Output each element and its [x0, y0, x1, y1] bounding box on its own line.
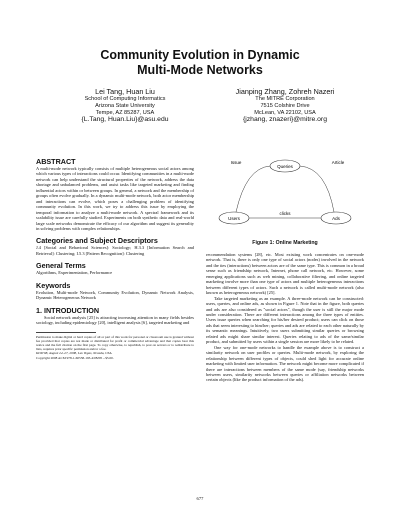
label-ads: Ads — [332, 216, 340, 221]
author-block-asu — [50, 88, 200, 124]
author-email: {jzhang, znazeri}@mitre.org — [243, 116, 327, 124]
author-email: {L.Tang, Huan.Liu}@asu.edu — [81, 116, 169, 124]
keywords-heading: Keywords — [36, 280, 71, 290]
introduction-heading: 1. INTRODUCTION — [36, 305, 100, 315]
title-line-1: Community Evolution in Dynamic — [100, 48, 300, 62]
general-terms-text: Algorithms, Experimentation, Performance — [36, 270, 113, 276]
abstract-text: A multi-mode network typically consists of multiple heterogeneous social actors among which various types of interactions could occur. Identifying communities in a multi-mode network can help understand the structural properties of the network, address the data shortage and unbalanced problems, and assist tasks like targeted marketing and finding influential actors within or between groups. In general, a network and the membership of groups often evolve gradually. In a dynamic multi-mode network, both actor membership and interactions can evolve, which poses a challenging problem of identifying community evolution. In this work, we try to address this issue by employing the temporal information to analyze a multi-mode network. A spectral framework and its scalability issue are carefully studied. Experiments on both synthetic data and real-world large scale networks demonstrate the efficacy of our algorithm and suggest its generality in solving problems with complex relationships. — [36, 166, 194, 231]
introduction-text: Social network analysis [25] is attracting increasing attention in many fields besides sociology, including epidemiology [20], intelligent analysis [6], targeted marketing and — [36, 314, 194, 326]
footnote — [36, 332, 194, 360]
author-institution: Arizona State University — [95, 103, 155, 109]
title-line-2: Multi-Mode Networks — [137, 63, 263, 77]
edge-queries-ads — [300, 166, 334, 212]
author-affiliation: School of Computing Informatics — [84, 96, 166, 103]
footnote-copyright: Copyright 2008 ACM 978-1-60558-193-4/08/08 ...$5.00. — [36, 355, 114, 360]
label-users: Users — [228, 216, 240, 221]
figure-online-marketing — [206, 152, 364, 236]
left-column — [36, 157, 194, 360]
footnote-permission: Permission to make digital or hard copies of all or part of this work for personal or classroom use is granted without fee provided that copies are not made or distributed for profit or commercial advantage and that copies bear this notice and the full citation on the first page. To copy otherwise, to republish, to post on servers or to redistribute to lists, requires prior specific permission and/or a fee. — [36, 334, 194, 352]
categories-heading: Categories and Subject Descriptors — [36, 236, 158, 246]
footnote-rule — [36, 332, 96, 333]
figure-caption: Figure 1: Online Marketing — [252, 240, 318, 246]
categories-text: J.4 [Social and Behavioral Sciences]: Sociology; H.3.3 [Information Search and Retrieval]: Clustering; I.5.3 [Pattern Recognition]: Clustering — [36, 245, 194, 256]
right-paragraph-1: recommendation systems [28], etc. Most existing work concentrates on one-mode network. That is, there is only one type of social actors (nodes) involved in the network and the ties (interactions) between actors are of the same type. This is common in a broad sense such as friendship network, Internet, phone call network, etc. However, some emerging applications such as web mining, collaborative filtering, and online targeted marketing involve more than one type of actors and multiple heterogeneous interactions between different types of actors. Such a network is called multi-mode network (also known as heterogeneous network) [25]. — [206, 252, 364, 296]
author-names: Lei Tang, Huan Liu — [95, 87, 155, 96]
author-institution: 7515 Colshire Drive — [260, 103, 310, 109]
abstract-heading: ABSTRACT — [36, 157, 76, 166]
keywords-text: Evolution, Multi-mode Network, Community Evolution, Dynamic Network Analysis, Dynamic Heterogeneous Network — [36, 289, 194, 301]
footnote-venue: KDD'08, August 24–27, 2008, Las Vegas, Nevada, USA. — [36, 351, 113, 356]
right-column — [206, 252, 364, 383]
author-affiliation: The MITRE Corporation — [255, 96, 315, 103]
right-paragraph-2: Take targeted marketing as an example. A three-mode network can be constructed: users, queries, and online ads, as shown in Figure 1. Note that in the figure, both queries and ads are also considered as "social actors", though the user is still the major mode under consideration. There are different interactions among the three types of entities. Users issue queries when searching for his/her desired product; users can click on those ads that seem interesting to him/her; queries and ads are related to each other naturally by its semantic meanings. Intuitively, two users submitting similar queries or browsing related ads might share similar interest. Queries relating to ads of the same/similar product, and submitted by users within a single session are more likely to be related. — [206, 295, 364, 345]
general-terms-heading: General Terms — [36, 261, 86, 271]
author-address: Tempe, AZ 85287, USA — [95, 109, 155, 116]
author-block-mitre — [210, 88, 360, 124]
label-article: Article — [331, 160, 345, 165]
right-paragraph-3: One way for one-mode networks to handle the example above is to construct a similarity network on user profiles or queries. Multi-mode network, by exploring the relationship between different types of objects, could shed light for accurate online marketing with limited user information. The network might become more complicated if there are interactions between members of the same mode (say, friendship networks between users, similarity networks between queries or affiliation networks between certain objects (like the product information of the ads). — [206, 344, 364, 383]
label-clicks: clicks — [279, 211, 291, 216]
label-queries: Queries — [277, 164, 293, 169]
page-number: 677 — [196, 496, 204, 501]
author-names: Jianping Zhang, Zohreh Nazeri — [235, 87, 335, 96]
paper-title — [0, 48, 400, 78]
edge-users-queries — [236, 166, 270, 212]
label-issue: Issue — [230, 160, 242, 165]
author-address: McLean, VA 22102, USA — [254, 109, 316, 116]
